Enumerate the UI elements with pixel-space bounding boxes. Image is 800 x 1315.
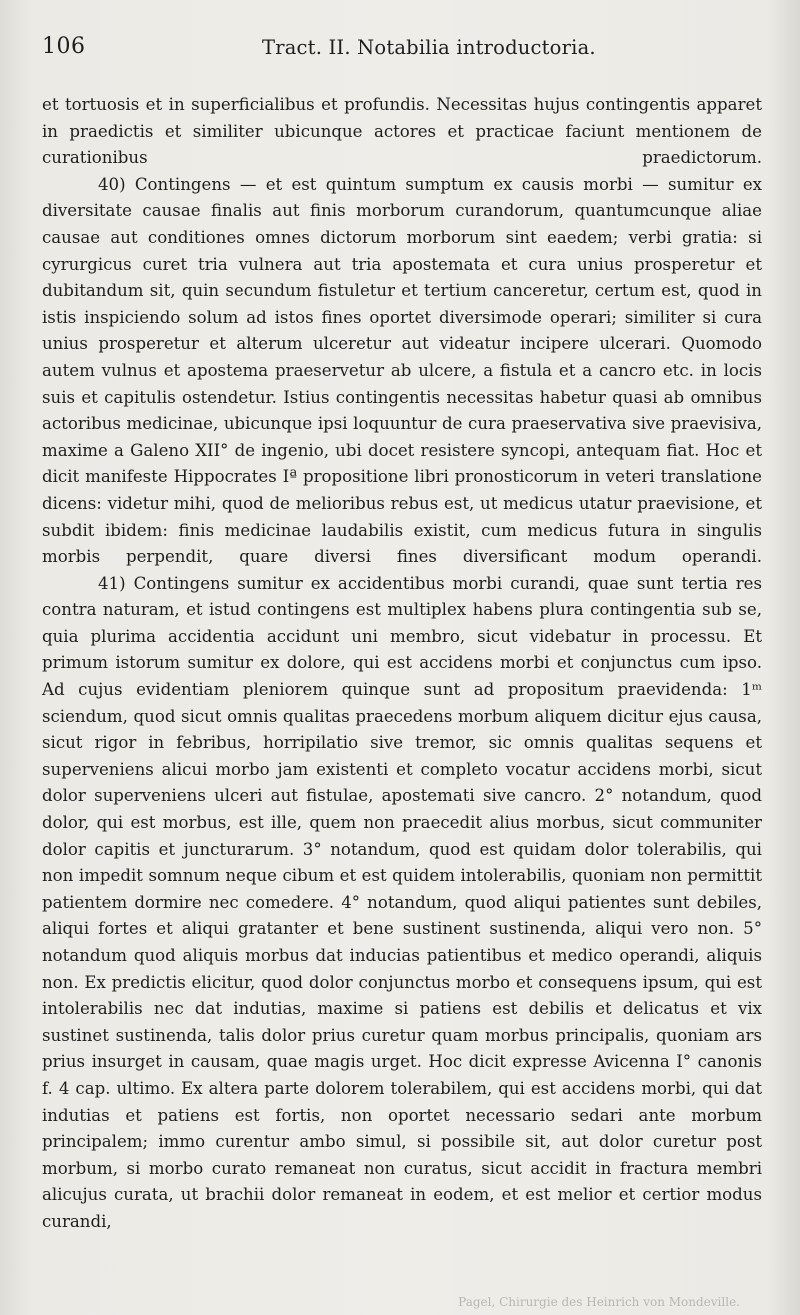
paragraph-41: 41) Contingens sumitur ex accidentibus morbi curandi, quae sunt tertia res contra naturam, et istud contingens est multiplex habens plura contingentia sub se, quia plurima accidentia accidunt uni membro, sicut videbatur in processu. Et primum istorum sumitur ex dolore, qui est accidens morbi et conjunctus cum ipso. Ad cujus evidentiam pleniorem quinque sunt ad propositum praevidenda: 1ᵐ sciendum, quod sicut omnis qualitas praecedens morbum aliquem dicitur ejus causa, sicut rigor in febribus, horripilatio sive tremor, sic omnis qualitas sequens et superveniens alicui morbo jam existenti et completo vocatur accidens morbi, sicut dolor superveniens ulceri aut fistulae, apostemati sive cancro. 2° notandum, quod dolor, qui est morbus, est ille, quem non praecedit alius morbus, sicut communiter dolor capitis et juncturarum. 3° notandum, quod est quidam dolor tolerabilis, qui non impedit somnum neque cibum et est quidem intolerabilis, quoniam non permittit patientem dormire nec comedere. 4° notandum, quod aliqui patientes sunt debiles, aliqui fortes et aliqui gratanter et bene sustinent sustinenda, aliqui vero non. 5° notandum quod aliquis morbus dat inducias patientibus et medico operandi, aliquis non. Ex predictis elicitur, quod dolor conjunctus morbo et consequens ipsum, qui est intolerabilis nec dat indutias, maxime si patiens est debilis et delicatus et vix sustinet sustinenda, talis dolor prius curetur quam morbus principalis, quoniam ars prius insurget in causam, quae magis urget. Hoc dicit expresse Avicenna I° canonis f. 4 cap. ultimo. Ex altera parte dolorem tolerabilem, qui est accidens morbi, qui dat indutias et patiens est fortis, non oportet necessario sedari ante morbum principalem; immo curentur ambo simul, si possibile sit, aut dolor curetur post morbum, si morbo curato remaneat non curatus, sicut accidit in fractura membri alicujus curata, ut brachii dolor remaneat in eodem, et est melior et certior modus curandi,: [42, 573, 762, 1231]
page-header: [42, 30, 758, 64]
paragraph-continuation: et tortuosis et in superficialibus et profundis. Necessitas hujus contingentis apparet in praedictis et similiter ubicunque actores et practicae faciunt mentionem de curationibus praedictorum.: [42, 95, 762, 168]
page-number: 106: [42, 34, 86, 59]
running-title: Tract. II. Notabilia introductoria.: [262, 36, 596, 59]
bleed-through-footer: Pagel, Chirurgie des Heinrich von Mondeville.: [458, 1295, 740, 1309]
paragraph-40: 40) Contingens — et est quintum sumptum ex causis morbi — sumitur ex diversitate causae finalis aut finis morborum curandorum, quantumcunque aliae causae aut conditiones omnes dictorum morborum sint eaedem; verbi gratia: si cyrurgicus curet tria vulnera aut tria apostemata et cura unius prosperetur et dubitandum sit, quin secundum fistuletur et tertium canceretur, certum est, quod in istis inspiciendo solum ad istos fines oportet diversimode operari; similiter si cura unius prosperetur et alterum ulceretur aut videatur incipere ulcerari. Quomodo autem vulnus et apostema praeservetur ab ulcere, a fistula et a cancro etc. in locis suis et capitulis ostendetur. Istius contingentis necessitas habetur quasi ab omnibus actoribus medicinae, ubicunque ipsi loquuntur de cura praeservativa sive praevisiva, maxime a Galeno XII° de ingenio, ubi docet resistere syncopi, antequam fiat. Hoc et dicit manifeste Hippocrates Iª propositione libri pronosticorum in veteri translatione dicens: videtur mihi, quod de melioribus rebus est, ut medicus utatur praevisione, et subdit ibidem: finis medicinae laudabilis existit, cum medicus futura in singulis morbis perpendit, quare diversi fines diversificant modum operandi.: [42, 174, 762, 567]
body-text: [42, 92, 762, 1236]
